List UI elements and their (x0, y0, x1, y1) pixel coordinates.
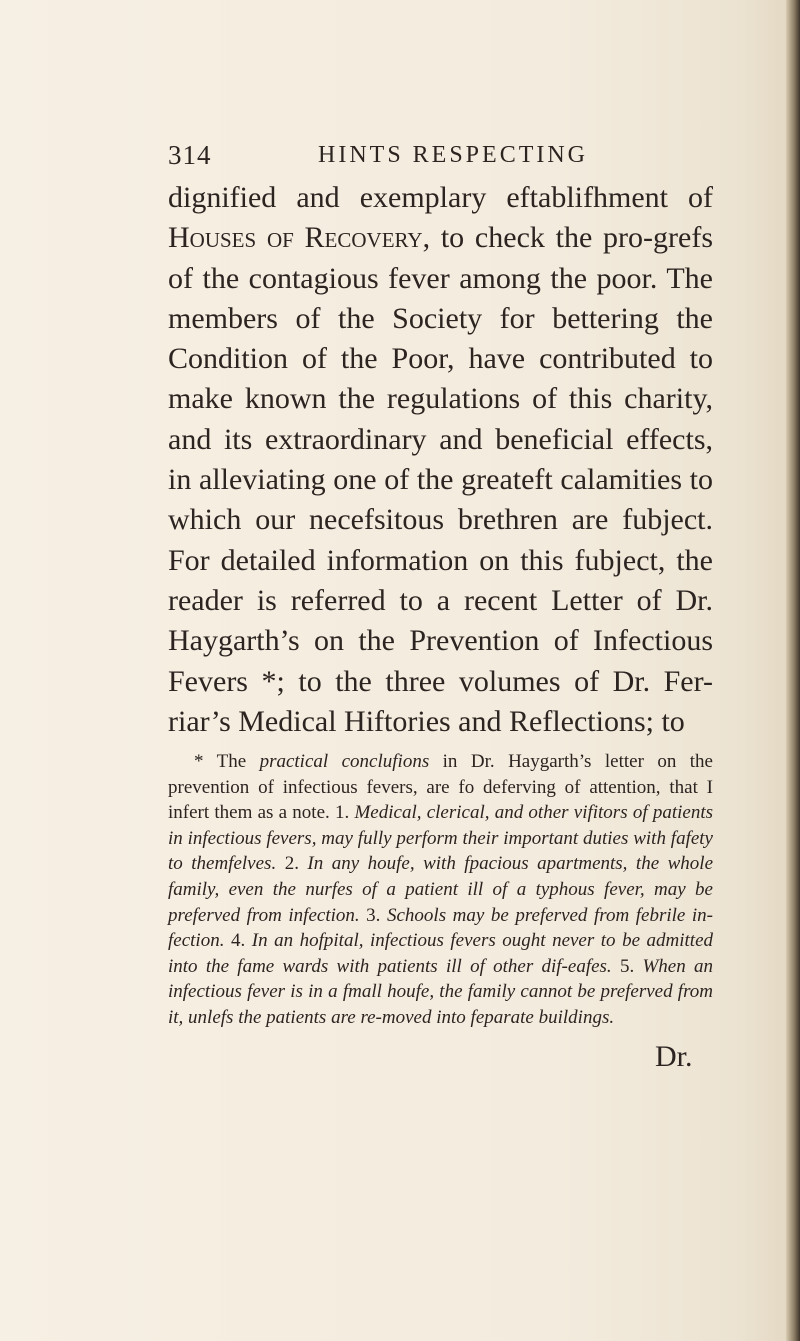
book-edge (786, 0, 800, 1341)
footnote-italic-6: When an infectious fever is in a fmall houfe, the family cannot be preferved from it, unlefs the patients are re-moved into feparate buildings. (168, 955, 714, 1028)
footnote-text-4: 3. (359, 904, 387, 926)
page-number: 314 (168, 140, 212, 170)
houses-of-recovery: Houses of Recovery (168, 221, 423, 255)
footnote-italic-1: practical conclufions (259, 751, 430, 772)
page-header (168, 140, 708, 180)
footnote-italic-3: In any houfe, with fpacious apartments, the whole family, even the nurfes of a patient ill of a typhous fever, may be preferved from infection. (168, 853, 713, 926)
running-head: HINTS RESPECTING (318, 142, 589, 168)
footnote-text-3: 2. (276, 853, 308, 875)
body-text-2: , to check the pro-grefs of the contagious fever among the poor. The members of the Society for bettering the Condition of the Poor, have contributed to make known the regulations of this charity, and its extraordinary and beneficial effects, in alleviating one of the greateft calamities to which our necefsitous brethren are fubject. For detailed information on this fubject, the reader is referred to a recent Letter of Dr. Haygarth’s on the Prevention of Infectious Fevers *; to the three volumes of Dr. Fer-riar’s Medical Hiftories and Reflections; to (168, 221, 714, 738)
footnote-text-2: in Dr. Haygarth’s letter on the prevention of infectious fevers, are fo deferving of attention, that I infert them as a note. 1. (168, 751, 713, 824)
footnote-italic-5: In an hofpital, infectious fevers ought never to be admitted into the fame wards with patients ill of other dif-eafes. (168, 930, 714, 977)
main-paragraph (168, 178, 713, 742)
footnote-text-1: * The (194, 751, 260, 772)
body-text-1: dignified and exemplary eftablifhment of (168, 181, 713, 214)
footnote-italic-4: Schools may be preferved from febrile in-fection. (168, 904, 713, 952)
catchword: Dr. (655, 1040, 693, 1073)
footnote-italic-2: Medical, clerical, and other vifitors of patients in infectious fevers, may fully perform their important duties with fafety to themfelves. (168, 802, 713, 875)
footnote-text-6: 5. (611, 955, 643, 977)
footnote-text-5: 4. (224, 930, 252, 952)
footnote (168, 749, 713, 1031)
